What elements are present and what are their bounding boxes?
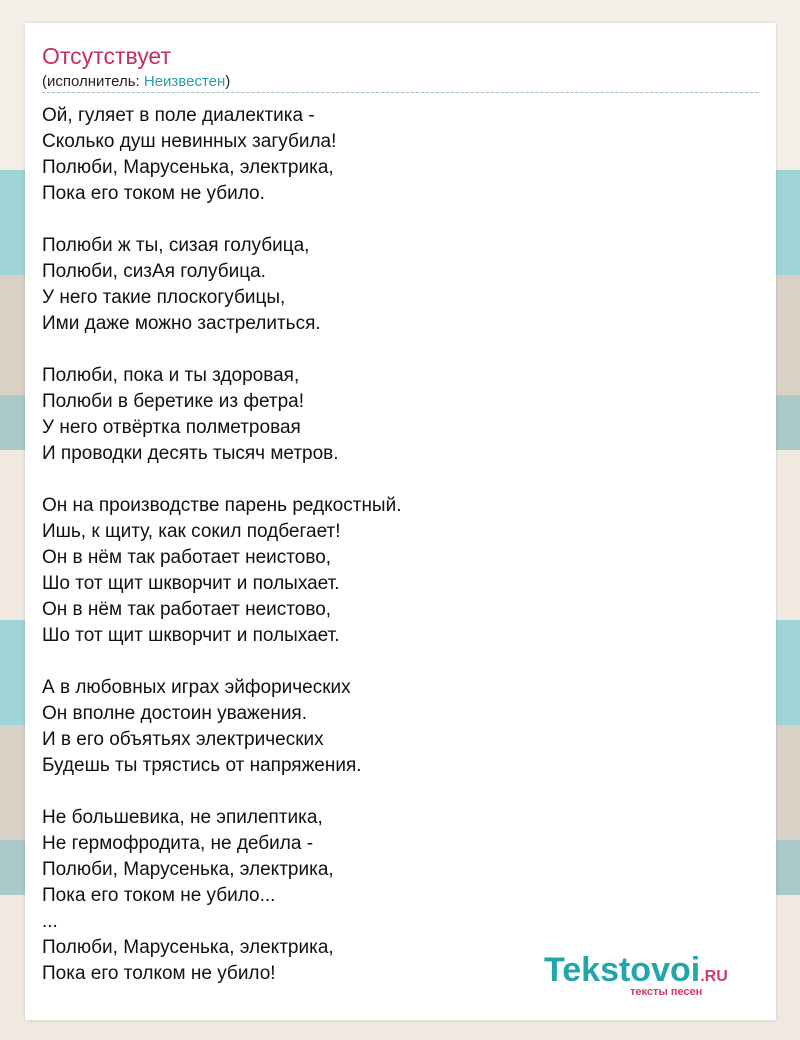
lyric-line: Ими даже можно застрелиться. <box>42 313 321 334</box>
logo-domain: .RU <box>700 968 728 985</box>
logo-main-text: Tekstovoi <box>544 951 701 989</box>
lyric-line: Полюби в беретике из фетра! <box>42 391 305 412</box>
lyric-line: Он вполне достоин уважения. <box>42 703 307 724</box>
lyric-line: Полюби, сизАя голубица. <box>42 261 266 282</box>
site-logo[interactable] <box>544 950 754 1000</box>
lyric-line: Шо тот щит шкворчит и полыхает. <box>42 573 340 594</box>
performer-line <box>42 72 230 92</box>
lyric-line <box>42 649 758 675</box>
lyric-line: Пока его током не убило... <box>42 885 276 906</box>
lyric-line <box>42 779 758 805</box>
lyric-line: Шо тот щит шкворчит и полыхает. <box>42 625 340 646</box>
lyric-line: Не гермофродита, не дебила - <box>42 833 314 854</box>
lyric-line <box>42 337 758 363</box>
lyric-line: Не большевика, не эпилептика, <box>42 807 323 828</box>
lyric-line: Сколько душ невинных загубила! <box>42 131 337 152</box>
lyrics-text <box>42 103 758 987</box>
title-divider <box>42 92 758 93</box>
lyrics-card <box>25 23 776 1020</box>
song-title: Отсутствует <box>42 43 171 69</box>
lyric-line: И в его объятьях электрических <box>42 729 324 750</box>
lyric-line: У него отвёртка полметровая <box>42 417 301 438</box>
lyric-line: Ишь, к щиту, как сокил подбегает! <box>42 521 341 542</box>
lyric-line: А в любовных играх эйфорических <box>42 677 351 698</box>
lyric-line: Он на производстве парень редкостный. <box>42 495 402 516</box>
lyric-line: Полюби, пока и ты здоровая, <box>42 365 300 386</box>
performer-suffix: ) <box>225 73 231 90</box>
lyric-line: Полюби, Марусенька, электрика, <box>42 157 334 178</box>
lyric-line: Пока его толком не убило! <box>42 963 276 984</box>
lyric-line: У него такие плоскогубицы, <box>42 287 286 308</box>
lyric-line: Будешь ты трястись от напряжения. <box>42 755 362 776</box>
lyric-line: Он в нём так работает неистово, <box>42 547 332 568</box>
lyric-line: И проводки десять тысяч метров. <box>42 443 339 464</box>
performer-link[interactable]: Неизвестен <box>143 73 226 90</box>
lyric-line <box>42 207 758 233</box>
lyric-line: Полюби, Марусенька, электрика, <box>42 937 334 958</box>
lyric-line: Полюби ж ты, сизая голубица, <box>42 235 310 256</box>
performer-prefix: (исполнитель: <box>42 73 144 90</box>
lyric-line: Полюби, Марусенька, электрика, <box>42 859 334 880</box>
logo-tagline: тексты песен <box>630 986 703 998</box>
lyric-line: Ой, гуляет в поле диалектика - <box>42 105 315 126</box>
lyric-line: Он в нём так работает неистово, <box>42 599 332 620</box>
lyric-line <box>42 467 758 493</box>
lyric-line: ... <box>42 911 58 932</box>
lyric-line: Пока его током не убило. <box>42 183 265 204</box>
